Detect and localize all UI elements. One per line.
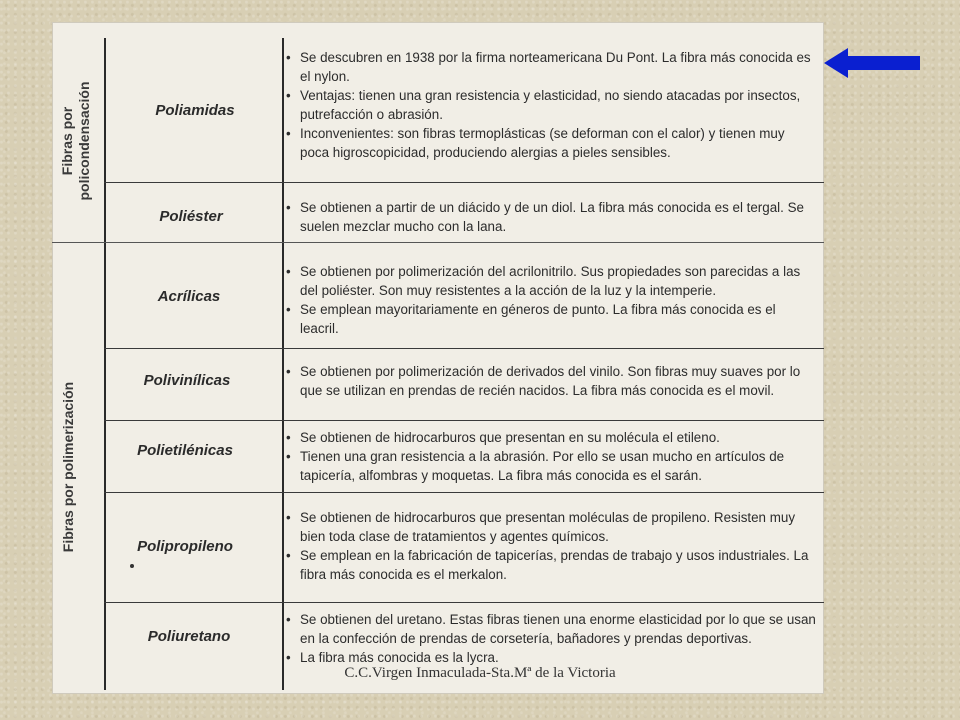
description-point: • Se descubren en 1938 por la firma norteamericana Du Pont. La fibra más conocida es el nylon. — [286, 48, 816, 86]
description-point: • La fibra más conocida es la lycra. — [286, 648, 816, 667]
description-point: • Se obtienen del uretano. Estas fibras tienen una enorme elasticidad por lo que se usan en la confección de prendas de corsetería, bañadores y prendas deportivas. — [286, 610, 816, 648]
fiber-name-poliuretano: Poliuretano — [147, 628, 231, 645]
description-point: • Ventajas: tienen una gran resistencia y elasticidad, no siendo atacadas por insectos, putrefacción o abrasión. — [286, 86, 816, 124]
description-point: • Se emplean mayoritariamente en géneros de punto. La fibra más conocida es el leacril. — [286, 300, 816, 338]
description-acrilicas — [286, 262, 816, 338]
row-divider — [104, 602, 824, 603]
scanned-table — [52, 22, 824, 694]
description-polipropileno — [286, 508, 816, 584]
row-divider — [104, 492, 824, 493]
name-column-divider — [282, 38, 284, 690]
group-divider — [52, 242, 824, 243]
fiber-name-poliester: Poliéster — [159, 208, 223, 225]
fiber-name-polietilenicas: Polietilénicas — [137, 442, 233, 459]
stray-dot — [130, 564, 134, 568]
description-poliuretano — [286, 610, 816, 667]
description-point: • Se obtienen de hidrocarburos que presentan moléculas de propileno. Resisten muy bien toda clase de tratamientos y agentes químicos. — [286, 508, 816, 546]
description-point: • Tienen una gran resistencia a la abrasión. Por ello se usan mucho en artículos de tapicería, alfombras y moquetas. La fibra más conocida es el sarán. — [286, 447, 816, 485]
description-poliester — [286, 198, 816, 236]
group-label-policondensacion: Fibras por policondensación — [59, 81, 92, 201]
group-column-divider — [104, 38, 106, 690]
left-arrow-icon[interactable] — [822, 46, 922, 80]
description-point: • Se obtienen por polimerización del acrilonitrilo. Sus propiedades son parecidas a las del poliéster. Son muy resistentes a la acción de la luz y la intemperie. — [286, 262, 816, 300]
description-polivinilicas — [286, 362, 816, 400]
description-point: • Se emplean en la fabricación de tapicerías, prendas de trabajo y usos industriales. La fibra más conocida es el merkalon. — [286, 546, 816, 584]
description-poliamidas — [286, 48, 816, 162]
fiber-name-polivinilicas: Polivinílicas — [143, 372, 231, 389]
left-arrow-shape — [824, 48, 920, 78]
description-point: • Se obtienen de hidrocarburos que presentan en su molécula el etileno. — [286, 428, 816, 447]
row-divider — [104, 420, 824, 421]
description-polietilenicas — [286, 428, 816, 485]
description-point: • Se obtienen por polimerización de derivados del vinilo. Son fibras muy suaves por lo que se utilizan en prendas de recién nacidos. La fibra más conocida es el movil. — [286, 362, 816, 400]
row-divider — [104, 348, 824, 349]
description-point: • Inconvenientes: son fibras termoplásticas (se deforman con el calor) y tienen muy poca higroscopicidad, produciendo alergias a pieles sensibles. — [286, 124, 816, 162]
fiber-name-acrilicas: Acrílicas — [157, 288, 221, 305]
fiber-name-poliamidas: Poliamidas — [155, 102, 235, 119]
fiber-name-polipropileno: Polipropileno — [137, 538, 233, 555]
group-label-polimerizacion: Fibras por polimerización — [60, 381, 76, 553]
description-point: • Se obtienen a partir de un diácido y de un diol. La fibra más conocida es el tergal. Se suelen mezclar mucho con la lana. — [286, 198, 816, 236]
footer-caption: C.C.Virgen Inmaculada-Sta.Mª de la Victoria — [344, 665, 616, 681]
row-divider — [104, 182, 824, 183]
